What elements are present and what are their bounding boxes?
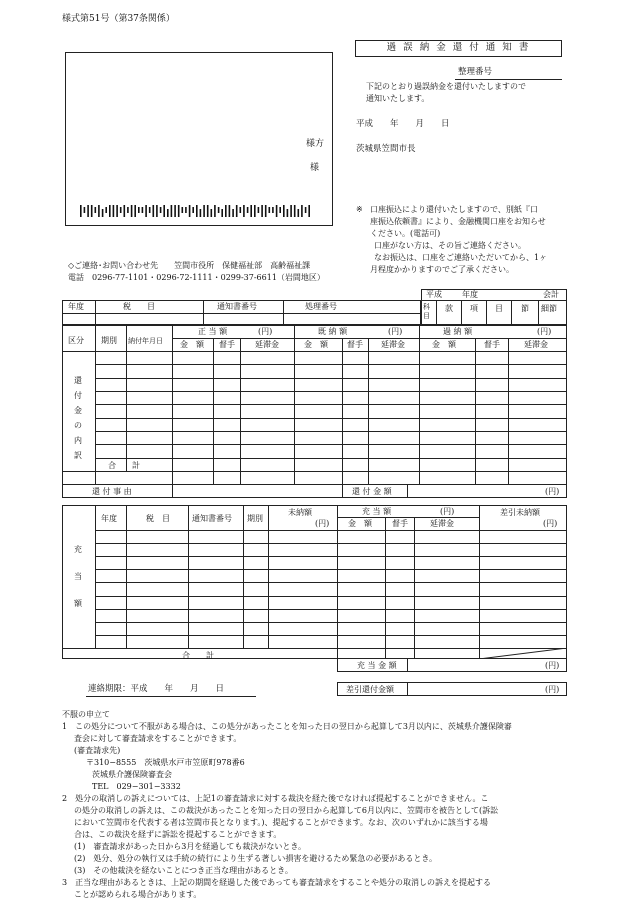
table-row-line xyxy=(95,556,567,557)
appeal-line-1: 1 この処分について不服がある場合は、この処分があったことを知った日の翌日から起算して3月以内に、茨城県介護保険審 xyxy=(62,722,512,731)
t2-juutou-tokusoku: 督手 xyxy=(392,519,408,528)
appeal-line-4: 〒310−8555 茨城県水戸市笠原町978番6 xyxy=(86,758,245,767)
t1-year-header: 年度 xyxy=(68,302,84,311)
kamoku-label: 科目 xyxy=(423,303,430,320)
note-line-6: 月程度かかりますのでご了承ください。 xyxy=(370,265,514,274)
t2-side-label-1: 充 xyxy=(74,545,82,554)
notice-date: 平成 年 月 日 xyxy=(356,119,450,129)
kanpu-kingaku-yen: (円) xyxy=(545,487,560,496)
t1-nofu-header: 納付年月日 xyxy=(128,337,163,345)
t1-kanou-tokusoku: 督手 xyxy=(484,340,500,349)
t1-side-label-4: の xyxy=(74,421,82,430)
t1-side-label-6: 訳 xyxy=(74,451,82,460)
notice-message-1: 下記のとおり過誤納金を還付いたしますので xyxy=(366,82,526,91)
t2-year-header: 年度 xyxy=(101,514,117,523)
appeal-line-7: 2 処分の取消しの訴えについては、上記1の審査請求に対する裁決を経た後でなければ提起することができません。こ xyxy=(62,794,489,803)
appeal-line-10: 合は、この裁決を経ずに訴訟を提起することができます。 xyxy=(74,830,282,839)
sama-kata-label: 様方 xyxy=(306,139,325,149)
ref-number-line xyxy=(455,79,562,80)
kamoku-kou: 項 xyxy=(470,304,478,313)
kanpu-kingaku-label: 還 付 金 額 xyxy=(352,487,392,496)
appeal-line-8: の処分の取消しの訴えは、この裁決があったことを知った日の翌日から起算して6月以内に、笠間市を被告として(訴訟 xyxy=(74,806,499,815)
t2-side-label-3: 額 xyxy=(74,599,82,608)
note-line-4: 口座がない方は、その旨ご連絡ください。 xyxy=(374,241,526,250)
t2-sabiki-header: 差引未納額 xyxy=(500,508,540,517)
t1-kinou-tokusoku: 督手 xyxy=(347,340,363,349)
appeal-line-6: TEL 029−301−3332 xyxy=(92,782,181,791)
kanpu-jiyu-label: 還 付 事 由 xyxy=(92,487,132,496)
note-line-1: 口座振込により還付いたしますので、別紙『口 xyxy=(370,205,538,214)
kamoku-saimoku: 細節 xyxy=(541,304,557,313)
juutou-kingaku-label: 充 当 金 額 xyxy=(357,661,397,670)
t2-minou-yen: (円) xyxy=(315,519,330,528)
t1-side-label-2: 付 xyxy=(74,391,82,400)
t1-kibetsu-header: 期別 xyxy=(101,336,117,345)
kamoku-heisei: 平成 xyxy=(426,290,442,299)
table-row-line xyxy=(95,609,567,610)
table-row-line xyxy=(95,418,567,419)
t1-seitou-header: 正 当 額 xyxy=(198,327,228,336)
t2-minou-header: 未納額 xyxy=(288,508,312,517)
t1-side-label-5: 内 xyxy=(74,436,82,445)
contact-line-1: ◇ご連絡･お問い合わせ先 笠間市役所 保健福祉部 高齢福祉課 xyxy=(68,261,311,270)
t1-seitou-kingaku: 金 額 xyxy=(180,340,204,349)
t1-kinou-entai: 延滞金 xyxy=(381,340,405,349)
sabiki-kanpu-label: 差引還付金額 xyxy=(346,685,394,694)
t1-side-label-3: 金 xyxy=(74,406,82,415)
table-row-line xyxy=(95,444,567,445)
t2-juutou-kingaku: 金 額 xyxy=(348,519,372,528)
kamoku-nendo: 年度 xyxy=(462,290,478,299)
barcode-icon xyxy=(80,205,312,217)
deadline-underline xyxy=(86,696,256,697)
t1-kubun-header: 区分 xyxy=(68,336,84,345)
form-number: 様式第51号（第37条関係） xyxy=(62,14,175,24)
appeal-line-3: (審査請求先) xyxy=(74,746,121,755)
table-row-line xyxy=(95,543,567,544)
sama-label: 様 xyxy=(310,163,320,173)
t1-kanou-header: 過 納 額 xyxy=(443,327,473,336)
table-row-line xyxy=(95,431,567,432)
table-row-line xyxy=(95,458,567,459)
appeal-title: 不服の申立て xyxy=(62,710,110,719)
t1-kinou-kingaku: 金 額 xyxy=(304,340,328,349)
table-row-line xyxy=(95,391,567,392)
kamoku-kaikei: 会計 xyxy=(543,290,559,299)
t1-kinou-yen: (円) xyxy=(388,327,403,336)
table-row-line xyxy=(95,596,567,597)
t1-kanou-entai: 延滞金 xyxy=(524,340,548,349)
appeal-line-5: 茨城県介護保険審査会 xyxy=(92,770,172,779)
t2-sabiki-yen: (円) xyxy=(543,519,558,528)
t2-juutou-entai: 延滞金 xyxy=(430,519,454,528)
contact-line-2: 電話 0296-77-1101・0296-72-1111・0299-37-6611（岩間地区） xyxy=(68,273,325,282)
table-row-line xyxy=(95,622,567,623)
notice-title: 過 誤 納 金 還 付 通 知 書 xyxy=(355,40,562,57)
contact-deadline: 連絡期限：平成 年 月 日 xyxy=(88,684,225,694)
note-line-5: なお振込は、口座をご連絡いただいてから、1ヶ xyxy=(374,253,548,262)
sabiki-kanpu-yen: (円) xyxy=(545,685,560,694)
t1-side-label-1: 還 xyxy=(74,376,82,385)
t2-juutou-header: 充 当 額 xyxy=(362,507,392,516)
appeal-line-15: ことが認められる場合があります。 xyxy=(74,890,202,899)
t2-notice-no-header: 通知書番号 xyxy=(192,514,232,523)
ref-number-label: 整理番号 xyxy=(458,67,493,77)
t2-kibetsu-header: 期別 xyxy=(247,514,263,523)
table-row-line xyxy=(95,569,567,570)
kamoku-setsu: 節 xyxy=(521,304,529,313)
address-window xyxy=(65,52,333,226)
t2-tax-header: 税 目 xyxy=(146,514,170,523)
table-row-line xyxy=(95,364,567,365)
t1-seitou-yen: (円) xyxy=(258,327,273,336)
t1-proc-no-header: 処理番号 xyxy=(305,302,337,311)
t1-kanou-yen: (円) xyxy=(537,327,552,336)
appeal-line-9: において笠間市を代表する者は笠間市長となります。)、提起することができます。なお、次のいずれかに該当する場 xyxy=(74,818,488,827)
kamoku-kan: 款 xyxy=(445,304,453,313)
issuer: 茨城県笠間市長 xyxy=(356,144,416,154)
table-row-line xyxy=(95,404,567,405)
juutou-kingaku-yen: (円) xyxy=(545,661,560,670)
appeal-line-14: 3 正当な理由があるときは、上記の期間を経過した後であっても審査請求をすることや処分の取消しの訴えを提起する xyxy=(62,878,492,887)
t1-total-label: 合 計 xyxy=(108,461,140,470)
table-row-line xyxy=(95,635,567,636)
kamoku-moku: 目 xyxy=(495,304,503,313)
appeal-line-12: (2) 処分、処分の執行又は手続の続行により生ずる著しい損害を避けるため緊急の必要があるとき。 xyxy=(74,854,438,863)
notice-message-2: 通知いたします。 xyxy=(366,94,430,103)
t1-kanou-kingaku: 金 額 xyxy=(432,340,456,349)
t1-tax-header: 税 目 xyxy=(123,302,155,311)
appeal-line-13: (3) その他裁決を経ないことにつき正当な理由があるとき。 xyxy=(74,866,293,875)
t2-total-label: 合 計 xyxy=(182,651,214,660)
note-line-2: 座振込依頼書』により、金融機関口座をお知らせ xyxy=(370,217,546,226)
t1-seitou-tokusoku: 督手 xyxy=(219,340,235,349)
table-row-line xyxy=(95,378,567,379)
appeal-line-2: 査会に対して審査請求をすることができます。 xyxy=(74,734,242,743)
t1-notice-no-header: 通知書番号 xyxy=(217,302,257,311)
table-row-line xyxy=(95,582,567,583)
t1-seitou-entai: 延滞金 xyxy=(255,340,279,349)
t2-juutou-yen: (円) xyxy=(440,507,455,516)
note-mark: ※ xyxy=(356,205,363,214)
t2-side-label-2: 当 xyxy=(74,572,82,581)
t1-kinou-header: 既 納 額 xyxy=(318,327,348,336)
appeal-line-11: (1) 審査請求があった日から3月を経過しても裁決がないとき。 xyxy=(74,842,307,851)
note-line-3: ください。(電話可) xyxy=(370,229,441,238)
